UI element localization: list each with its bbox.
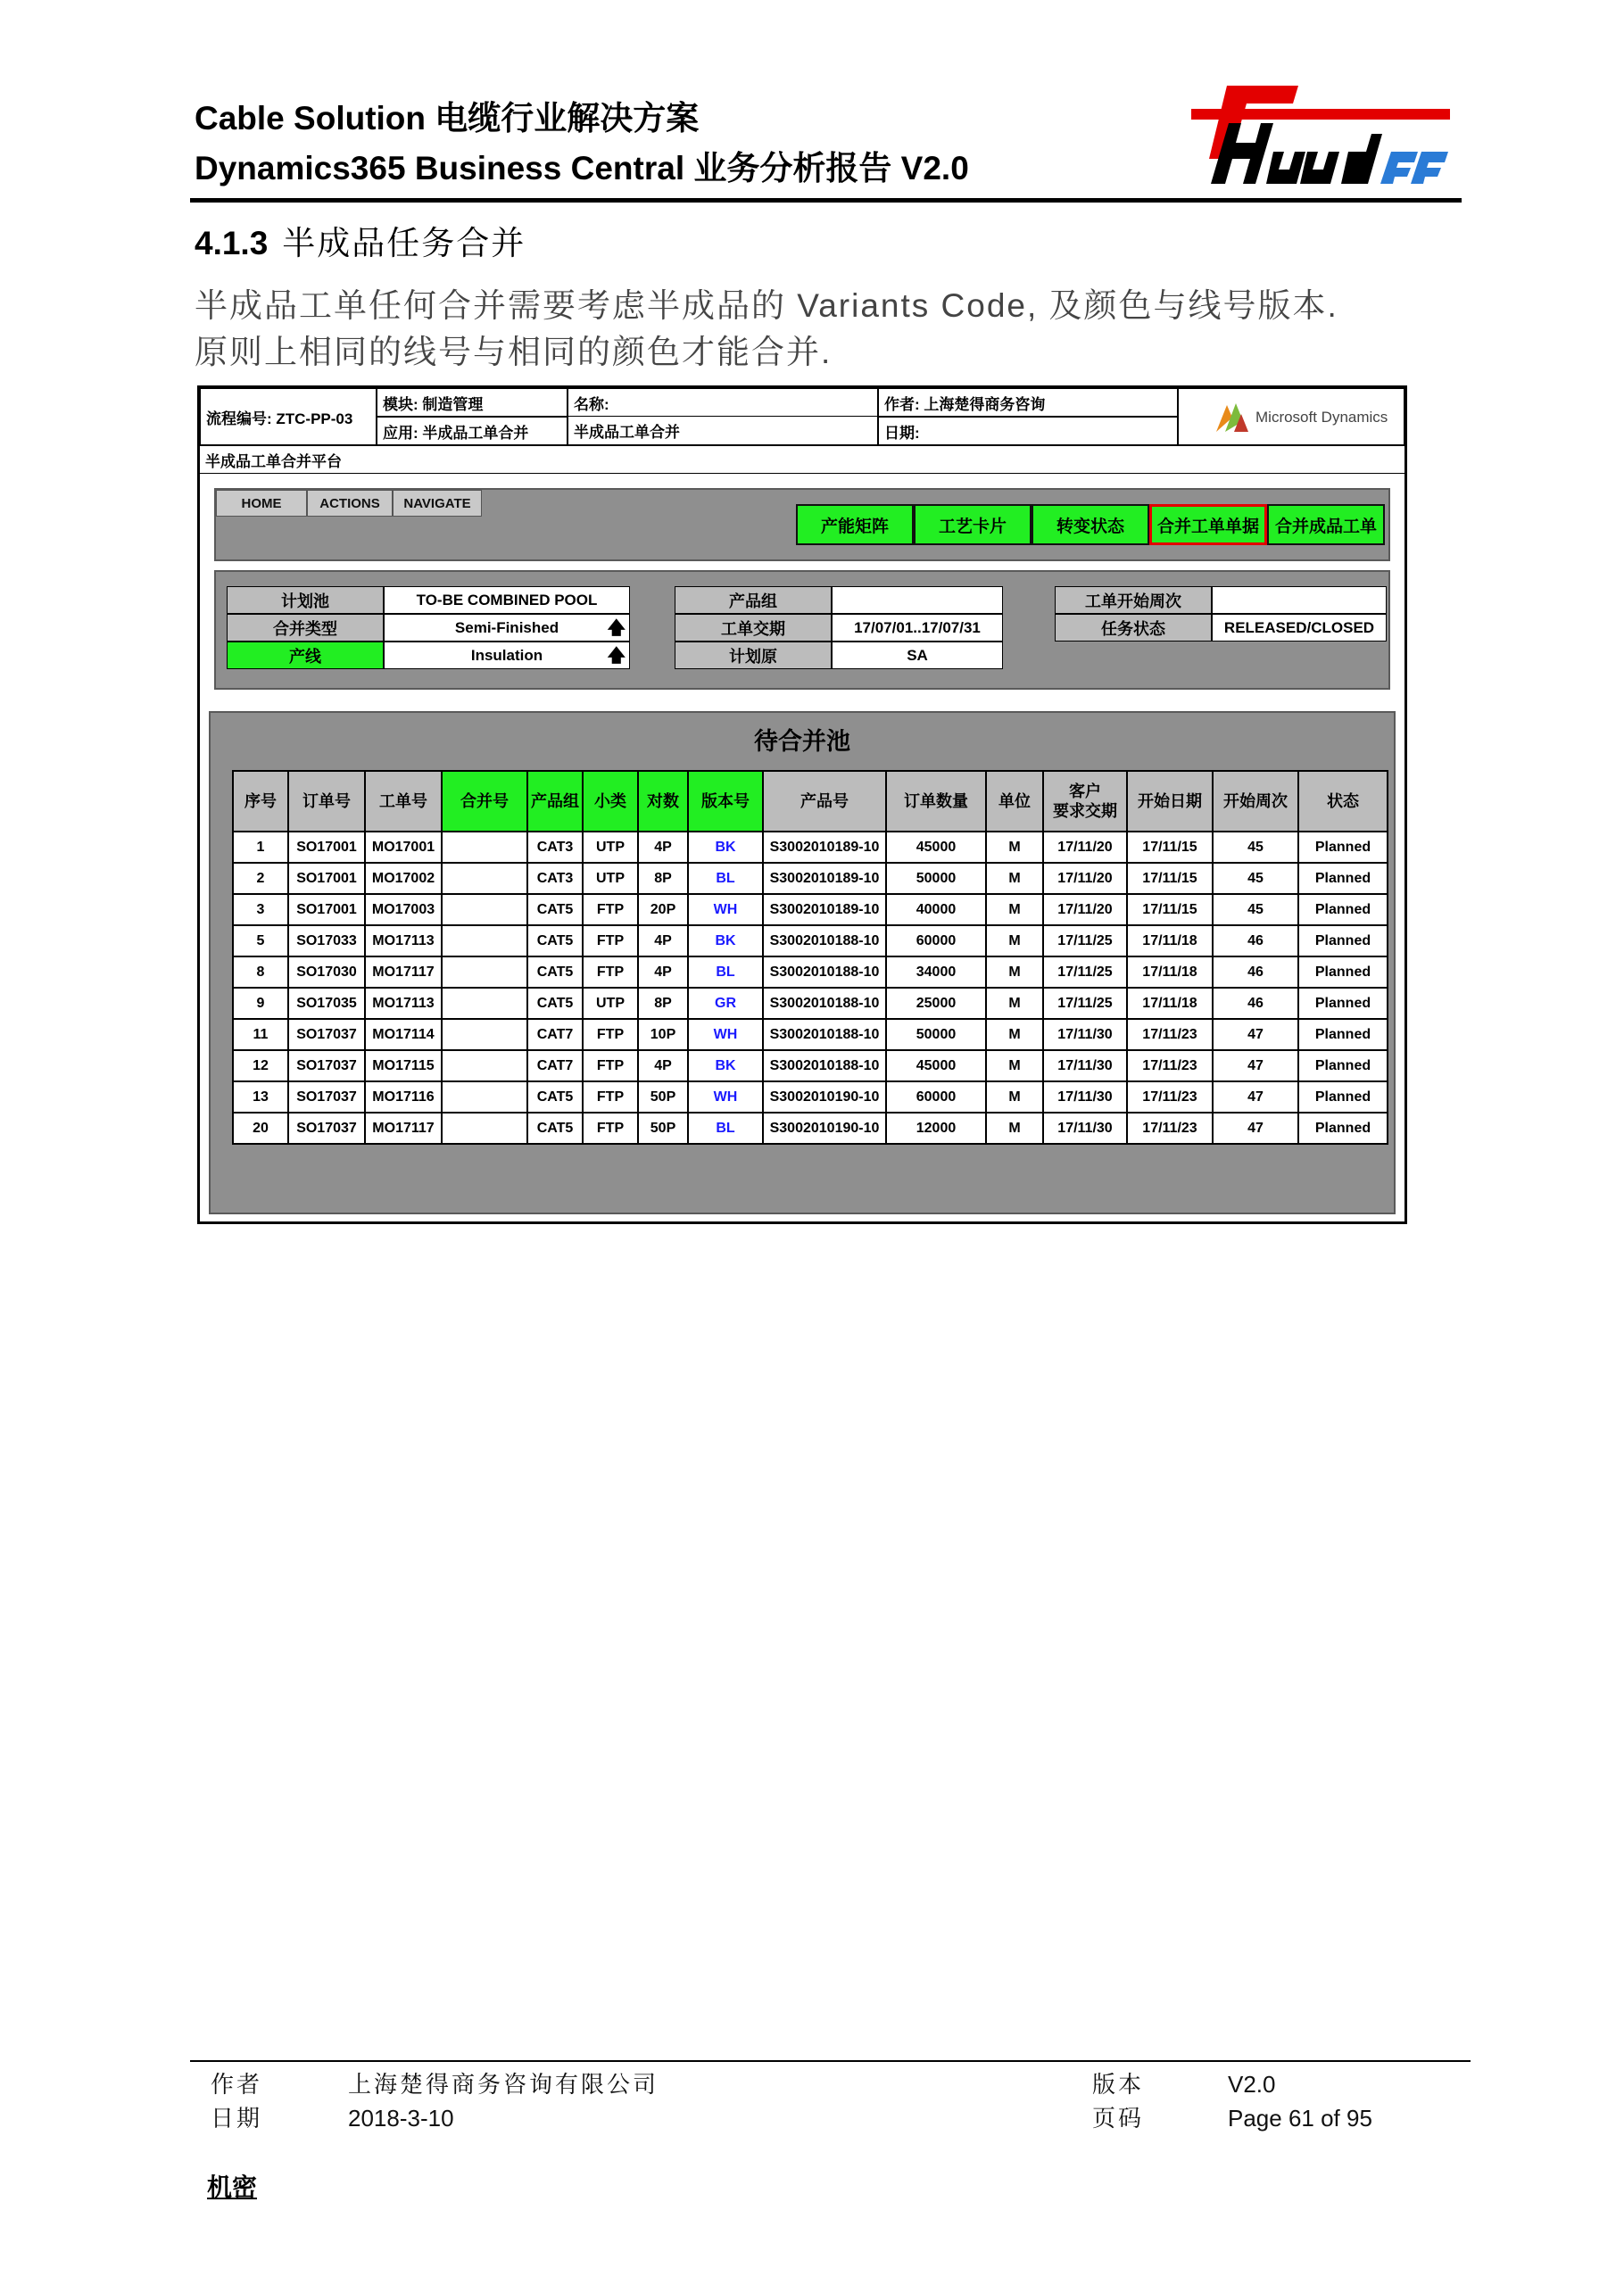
table-cell[interactable] [442, 925, 527, 956]
start-week-field[interactable] [1212, 586, 1387, 614]
table-cell: S3002010190-10 [763, 1081, 886, 1113]
table-cell: S3002010189-10 [763, 832, 886, 863]
tab-navigate[interactable] [393, 490, 482, 517]
footer-author-value: 上海楚得商务咨询有限公司 [348, 2071, 659, 2098]
table-cell: FTP [583, 1113, 638, 1144]
table-cell: SO17037 [288, 1113, 365, 1144]
table-cell: CAT5 [527, 956, 583, 988]
pool-table [232, 770, 1388, 1145]
table-cell: MO17116 [365, 1081, 442, 1113]
merge-type-field[interactable] [384, 614, 630, 642]
table-cell: MO17117 [365, 956, 442, 988]
table-cell: S3002010188-10 [763, 1019, 886, 1050]
table-cell: 4P [638, 832, 688, 863]
table-cell: 45 [1213, 863, 1298, 894]
table-cell: SO17033 [288, 925, 365, 956]
table-cell: M [986, 988, 1043, 1019]
table-row[interactable] [233, 894, 1388, 925]
table-body [233, 832, 1388, 1144]
capacity-matrix-button[interactable] [796, 504, 914, 545]
table-cell: 17/11/20 [1043, 832, 1127, 863]
table-cell: 50P [638, 1081, 688, 1113]
table-cell: CAT7 [527, 1050, 583, 1081]
table-cell: WH [688, 1019, 763, 1050]
product-group-label: 产品组 [675, 586, 832, 614]
table-cell: M [986, 1113, 1043, 1144]
table-cell: 60000 [886, 925, 986, 956]
table-cell: Planned [1298, 1019, 1388, 1050]
table-cell: 17/11/23 [1127, 1081, 1213, 1113]
table-cell: M [986, 925, 1043, 956]
column-header[interactable]: 对数 [638, 771, 688, 832]
merge-type-label: 合并类型 [227, 614, 384, 642]
table-cell: UTP [583, 832, 638, 863]
table-cell: SO17001 [288, 894, 365, 925]
platform-title: 半成品工单合并平台 [205, 452, 342, 470]
table-cell: MO17114 [365, 1019, 442, 1050]
table-cell: 17/11/18 [1127, 988, 1213, 1019]
task-status-label: 任务状态 [1055, 614, 1212, 642]
table-cell: Planned [1298, 988, 1388, 1019]
table-cell: S3002010189-10 [763, 894, 886, 925]
table-cell: M [986, 832, 1043, 863]
tab-navigate-label: NAVIGATE [403, 495, 471, 511]
table-cell: CAT5 [527, 894, 583, 925]
table-cell: 34000 [886, 956, 986, 988]
product-group-field[interactable] [832, 586, 1003, 614]
table-cell: 9 [233, 988, 288, 1019]
table-cell: 46 [1213, 956, 1298, 988]
application-cell [377, 417, 568, 445]
table-cell: CAT3 [527, 832, 583, 863]
table-cell: S3002010188-10 [763, 956, 886, 988]
name-label: 名称: [574, 395, 609, 413]
table-cell: 5 [233, 925, 288, 956]
table-cell: 17/11/23 [1127, 1113, 1213, 1144]
planner-field[interactable]: SA [832, 642, 1003, 669]
table-cell: Planned [1298, 1050, 1388, 1081]
table-cell: 17/11/25 [1043, 925, 1127, 956]
table-cell: 17/11/15 [1127, 863, 1213, 894]
column-header[interactable]: 客户 要求交期 [1043, 771, 1127, 832]
routing-card-button[interactable] [914, 504, 1032, 545]
table-cell: 12 [233, 1050, 288, 1081]
table-cell: Planned [1298, 956, 1388, 988]
table-cell: SO17035 [288, 988, 365, 1019]
table-cell[interactable] [442, 1019, 527, 1050]
due-date-label: 工单交期 [675, 614, 832, 642]
table-cell: 17/11/20 [1043, 863, 1127, 894]
arrow-up-icon[interactable]: 🡅 [607, 618, 626, 638]
tab-actions[interactable] [307, 490, 393, 517]
table-cell: M [986, 956, 1043, 988]
table-cell: Planned [1298, 832, 1388, 863]
table-cell: BL [688, 1113, 763, 1144]
planner-label: 计划原 [675, 642, 832, 669]
section-number: 4.1.3 [195, 225, 269, 261]
table-cell: S3002010189-10 [763, 863, 886, 894]
table-cell: BL [688, 956, 763, 988]
table-cell: Planned [1298, 894, 1388, 925]
column-header[interactable]: 版本号 [688, 771, 763, 832]
section-heading [195, 221, 526, 266]
column-header[interactable]: 订单号 [288, 771, 365, 832]
module-cell [377, 388, 568, 417]
platform-title-cell [200, 445, 1404, 474]
column-header[interactable]: 小类 [583, 771, 638, 832]
task-status-field[interactable]: RELEASED/CLOSED [1212, 614, 1387, 642]
process-no-cell [200, 388, 377, 445]
table-cell: CAT5 [527, 1113, 583, 1144]
process-form [197, 385, 1407, 1224]
filter-panel [214, 570, 1390, 690]
header-rule [190, 198, 1462, 203]
table-cell: 50P [638, 1113, 688, 1144]
dynamics-icon [1214, 402, 1250, 434]
table-cell: 10P [638, 1019, 688, 1050]
table-cell: 8P [638, 988, 688, 1019]
table-cell[interactable] [442, 956, 527, 988]
company-logo [1191, 79, 1450, 190]
table-cell: FTP [583, 1050, 638, 1081]
table-cell: CAT5 [527, 988, 583, 1019]
table-cell: 60000 [886, 1081, 986, 1113]
footer-page-label: 页码 [1092, 2105, 1145, 2132]
table-cell: 45 [1213, 894, 1298, 925]
table-row[interactable] [233, 1081, 1388, 1113]
column-header[interactable]: 序号 [233, 771, 288, 832]
column-header[interactable]: 产品组 [527, 771, 583, 832]
tab-actions-label: ACTIONS [319, 495, 380, 511]
table-cell: 17/11/25 [1043, 956, 1127, 988]
table-cell: 17/11/30 [1043, 1081, 1127, 1113]
start-week-label: 工单开始周次 [1055, 586, 1212, 614]
table-row[interactable] [233, 832, 1388, 863]
line-label: 产线 [227, 642, 384, 669]
merge-fg-order-button[interactable] [1267, 504, 1385, 545]
table-cell: 40000 [886, 894, 986, 925]
pool-title: 待合并池 [754, 728, 850, 755]
name-value-cell [568, 417, 878, 445]
column-header[interactable]: 开始日期 [1127, 771, 1213, 832]
header-title-line2: Dynamics365 Business Central 业务分析报告 V2.0 [195, 150, 969, 186]
footer-page-value: Page 61 of 95 [1228, 2105, 1372, 2132]
table-cell: SO17037 [288, 1081, 365, 1113]
table-cell: 11 [233, 1019, 288, 1050]
table-cell: FTP [583, 1019, 638, 1050]
name-value: 半成品工单合并 [574, 424, 680, 441]
table-cell: CAT5 [527, 1081, 583, 1113]
table-cell: 4P [638, 1050, 688, 1081]
intro-line2: 原则上相同的线号与相同的颜色才能合并. [195, 334, 833, 370]
module: 模块: 制造管理 [383, 395, 484, 413]
table-row[interactable] [233, 1019, 1388, 1050]
table-cell: 17/11/18 [1127, 956, 1213, 988]
table-cell: 47 [1213, 1050, 1298, 1081]
table-cell: M [986, 1019, 1043, 1050]
tab-home[interactable] [216, 490, 307, 517]
capacity-matrix-label: 产能矩阵 [820, 517, 889, 536]
table-cell: CAT5 [527, 925, 583, 956]
column-header[interactable]: 订单数量 [886, 771, 986, 832]
table-cell: 8P [638, 863, 688, 894]
plan-pool-label: 计划池 [227, 586, 384, 614]
table-cell: UTP [583, 863, 638, 894]
line-value: Insulation [470, 646, 543, 664]
table-cell: SO17001 [288, 863, 365, 894]
date-cell [878, 417, 1178, 445]
section-title: 半成品任务合并 [282, 225, 526, 261]
table-cell: 4P [638, 956, 688, 988]
table-cell: 46 [1213, 925, 1298, 956]
intro-line1: 半成品工单任何合并需要考虑半成品的 Variants Code, 及颜色与线号版本. [195, 287, 1338, 324]
table-cell: MO17113 [365, 925, 442, 956]
footer-date-label: 日期 [211, 2105, 263, 2132]
table-cell: BL [688, 863, 763, 894]
table-cell: BK [688, 1050, 763, 1081]
change-status-label: 转变状态 [1056, 517, 1124, 536]
table-cell: FTP [583, 1081, 638, 1113]
table-cell: Planned [1298, 863, 1388, 894]
column-header[interactable]: 单位 [986, 771, 1043, 832]
table-cell[interactable] [442, 988, 527, 1019]
table-cell: 17/11/25 [1043, 988, 1127, 1019]
table-cell: MO17002 [365, 863, 442, 894]
pool-panel [209, 711, 1396, 1214]
table-cell: M [986, 1081, 1043, 1113]
table-cell: MO17001 [365, 832, 442, 863]
table-cell: CAT7 [527, 1019, 583, 1050]
confidential-mark: 机密 [207, 2173, 258, 2201]
table-cell: 47 [1213, 1113, 1298, 1144]
table-cell: 17/11/30 [1043, 1113, 1127, 1144]
table-cell[interactable] [442, 894, 527, 925]
table-cell: 8 [233, 956, 288, 988]
table-cell: 47 [1213, 1081, 1298, 1113]
table-cell: FTP [583, 894, 638, 925]
arrow-up-icon[interactable]: 🡅 [607, 646, 626, 666]
table-row[interactable] [233, 956, 1388, 988]
table-cell: 25000 [886, 988, 986, 1019]
table-cell: 45000 [886, 832, 986, 863]
column-header[interactable]: 合并号 [442, 771, 527, 832]
table-cell: Planned [1298, 925, 1388, 956]
table-cell: UTP [583, 988, 638, 1019]
table-cell: 1 [233, 832, 288, 863]
footer-author-label: 作者 [211, 2071, 263, 2098]
table-cell: M [986, 894, 1043, 925]
table-cell: Planned [1298, 1081, 1388, 1113]
merge-fg-order-label: 合并成品工单 [1274, 517, 1377, 536]
tab-home-label: HOME [241, 495, 282, 511]
table-cell: 17/11/23 [1127, 1050, 1213, 1081]
table-cell: SO17001 [288, 832, 365, 863]
table-cell: MO17115 [365, 1050, 442, 1081]
table-cell: 45000 [886, 1050, 986, 1081]
table-cell: 17/11/15 [1127, 832, 1213, 863]
table-cell: 17/11/23 [1127, 1019, 1213, 1050]
table-cell: 50000 [886, 1019, 986, 1050]
table-cell[interactable] [442, 1113, 527, 1144]
table-row[interactable] [233, 1113, 1388, 1144]
table-cell: 4P [638, 925, 688, 956]
table-cell: 20P [638, 894, 688, 925]
table-cell: WH [688, 1081, 763, 1113]
table-cell: S3002010188-10 [763, 925, 886, 956]
table-cell: 47 [1213, 1019, 1298, 1050]
table-header-row [233, 771, 1388, 832]
application: 应用: 半成品工单合并 [383, 424, 529, 442]
table-cell: MO17113 [365, 988, 442, 1019]
table-cell: 20 [233, 1113, 288, 1144]
header-title-line1: Cable Solution 电缆行业解决方案 [195, 100, 700, 137]
footer-rule [190, 2060, 1471, 2062]
table-cell: MO17003 [365, 894, 442, 925]
table-cell: FTP [583, 956, 638, 988]
table-cell: 2 [233, 863, 288, 894]
table-cell: 50000 [886, 863, 986, 894]
table-row[interactable] [233, 863, 1388, 894]
footer-version-label: 版本 [1092, 2071, 1145, 2098]
merge-type-value: Semi-Finished [454, 618, 559, 636]
table-row[interactable] [233, 925, 1388, 956]
microsoft-dynamics-logo [1214, 397, 1393, 438]
plan-pool-field[interactable]: TO-BE COMBINED POOL [384, 586, 630, 614]
table-cell: SO17037 [288, 1050, 365, 1081]
table-cell: 17/11/30 [1043, 1019, 1127, 1050]
ms-logo-text: Microsoft Dynamics [1255, 409, 1388, 426]
table-cell: SO17037 [288, 1019, 365, 1050]
table-cell: BK [688, 832, 763, 863]
author: 作者: 上海楚得商务咨询 [884, 395, 1046, 413]
table-cell[interactable] [442, 1050, 527, 1081]
table-cell: Planned [1298, 1113, 1388, 1144]
footer-date-value: 2018-3-10 [348, 2105, 454, 2132]
table-cell: S3002010190-10 [763, 1113, 886, 1144]
ribbon-panel [214, 488, 1390, 561]
table-cell: 17/11/20 [1043, 894, 1127, 925]
table-cell: 13 [233, 1081, 288, 1113]
table-cell: 46 [1213, 988, 1298, 1019]
table-cell: 45 [1213, 832, 1298, 863]
table-cell: WH [688, 894, 763, 925]
table-cell: FTP [583, 925, 638, 956]
change-status-button[interactable] [1032, 504, 1149, 545]
column-header[interactable]: 开始周次 [1213, 771, 1298, 832]
table-cell: 17/11/30 [1043, 1050, 1127, 1081]
routing-card-label: 工艺卡片 [938, 517, 1007, 536]
table-cell: S3002010188-10 [763, 1050, 886, 1081]
table-cell: 17/11/15 [1127, 894, 1213, 925]
table-row[interactable] [233, 988, 1388, 1019]
due-date-field[interactable]: 17/07/01..17/07/31 [832, 614, 1003, 642]
table-cell[interactable] [442, 832, 527, 863]
table-cell[interactable] [442, 1081, 527, 1113]
table-cell: BK [688, 925, 763, 956]
table-cell: M [986, 863, 1043, 894]
table-row[interactable] [233, 1050, 1388, 1081]
table-cell: 12000 [886, 1113, 986, 1144]
author-cell [878, 388, 1178, 417]
merge-order-doc-label: 合并工单单据 [1156, 517, 1259, 536]
line-field[interactable] [384, 642, 630, 669]
column-header[interactable]: 状态 [1298, 771, 1388, 832]
table-cell: 17/11/18 [1127, 925, 1213, 956]
column-header[interactable]: 工单号 [365, 771, 442, 832]
table-cell: CAT3 [527, 863, 583, 894]
table-cell: M [986, 1050, 1043, 1081]
table-cell: SO17030 [288, 956, 365, 988]
merge-order-doc-button[interactable] [1149, 504, 1267, 545]
table-cell: S3002010188-10 [763, 988, 886, 1019]
table-cell: MO17117 [365, 1113, 442, 1144]
footer-version-value: V2.0 [1228, 2071, 1276, 2098]
name-label-cell [568, 388, 878, 417]
column-header[interactable]: 产品号 [763, 771, 886, 832]
table-cell: 3 [233, 894, 288, 925]
table-cell[interactable] [442, 863, 527, 894]
date: 日期: [884, 424, 920, 442]
table-cell: GR [688, 988, 763, 1019]
process-no: 流程编号: ZTC-PP-03 [206, 410, 353, 427]
